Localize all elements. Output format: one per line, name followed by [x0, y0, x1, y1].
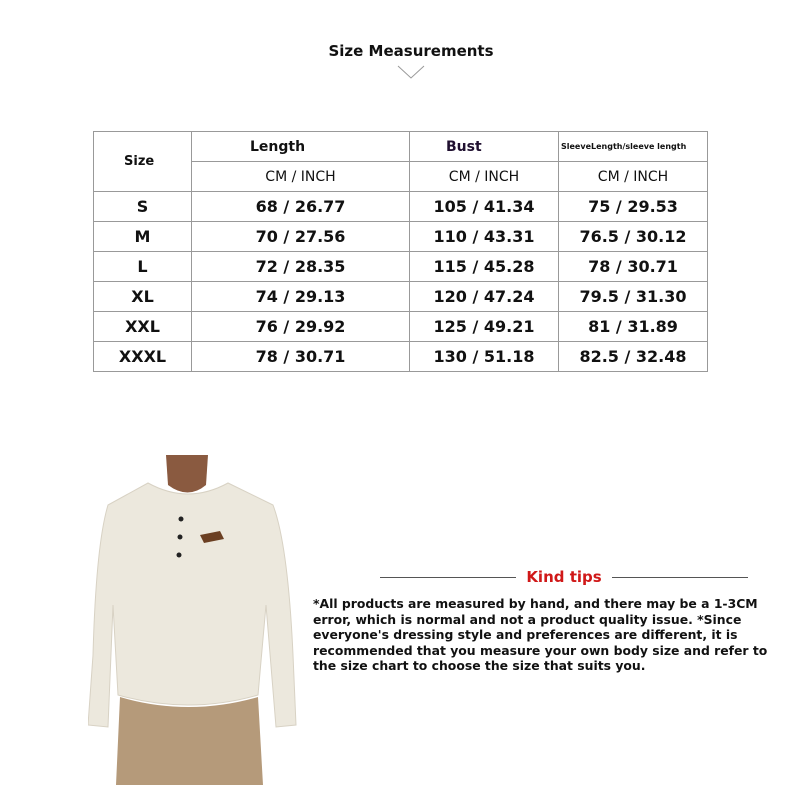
measurement-cell: 68 / 26.77 [192, 192, 410, 222]
measurement-cell: 79.5 / 31.30 [559, 282, 708, 312]
size-cell: XL [94, 282, 192, 312]
table-row [94, 282, 708, 312]
measurement-cell: 75 / 29.53 [559, 192, 708, 222]
table-row [94, 312, 708, 342]
chevron-down-icon [396, 64, 426, 80]
divider [380, 577, 516, 578]
sleeve-header: SleeveLength/sleeve length [559, 132, 708, 162]
measurement-cell: 120 / 47.24 [410, 282, 559, 312]
size-table [93, 131, 708, 372]
size-cell: XXXL [94, 342, 192, 372]
size-cell: XXL [94, 312, 192, 342]
tips-title: Kind tips [526, 568, 602, 586]
table-row [94, 192, 708, 222]
measurement-cell: 72 / 28.35 [192, 252, 410, 282]
measurement-cell: 74 / 29.13 [192, 282, 410, 312]
table-row [94, 222, 708, 252]
unit-label: CM / INCH [559, 162, 708, 192]
page-title: Size Measurements [328, 42, 494, 60]
measurement-cell: 76.5 / 30.12 [559, 222, 708, 252]
measurement-cell: 78 / 30.71 [192, 342, 410, 372]
measurement-cell: 105 / 41.34 [410, 192, 559, 222]
measurement-cell: 70 / 27.56 [192, 222, 410, 252]
measurement-cell: 115 / 45.28 [410, 252, 559, 282]
product-photo [88, 455, 303, 785]
table-row [94, 252, 708, 282]
measurement-cell: 130 / 51.18 [410, 342, 559, 372]
measurement-cell: 78 / 30.71 [559, 252, 708, 282]
size-cell: M [94, 222, 192, 252]
measurement-cell: 110 / 43.31 [410, 222, 559, 252]
tips-text: *All products are measured by hand, and there may be a 1-3CM error, which is normal and not a product quality issue. *Since everyone's dressing style and preferences are different, it is recommended that you measure your own body size and refer to the size chart to choose the size that suits you. [313, 596, 768, 673]
table-row [94, 342, 708, 372]
size-header: Size [94, 132, 192, 192]
length-header: Length [192, 132, 410, 162]
measurement-cell: 82.5 / 32.48 [559, 342, 708, 372]
unit-label: CM / INCH [410, 162, 559, 192]
measurement-cell: 125 / 49.21 [410, 312, 559, 342]
measurement-cell: 81 / 31.89 [559, 312, 708, 342]
divider [612, 577, 748, 578]
unit-label: CM / INCH [192, 162, 410, 192]
size-cell: S [94, 192, 192, 222]
tips-heading [380, 568, 748, 586]
measurement-cell: 76 / 29.92 [192, 312, 410, 342]
size-cell: L [94, 252, 192, 282]
bust-header: Bust [410, 132, 559, 162]
